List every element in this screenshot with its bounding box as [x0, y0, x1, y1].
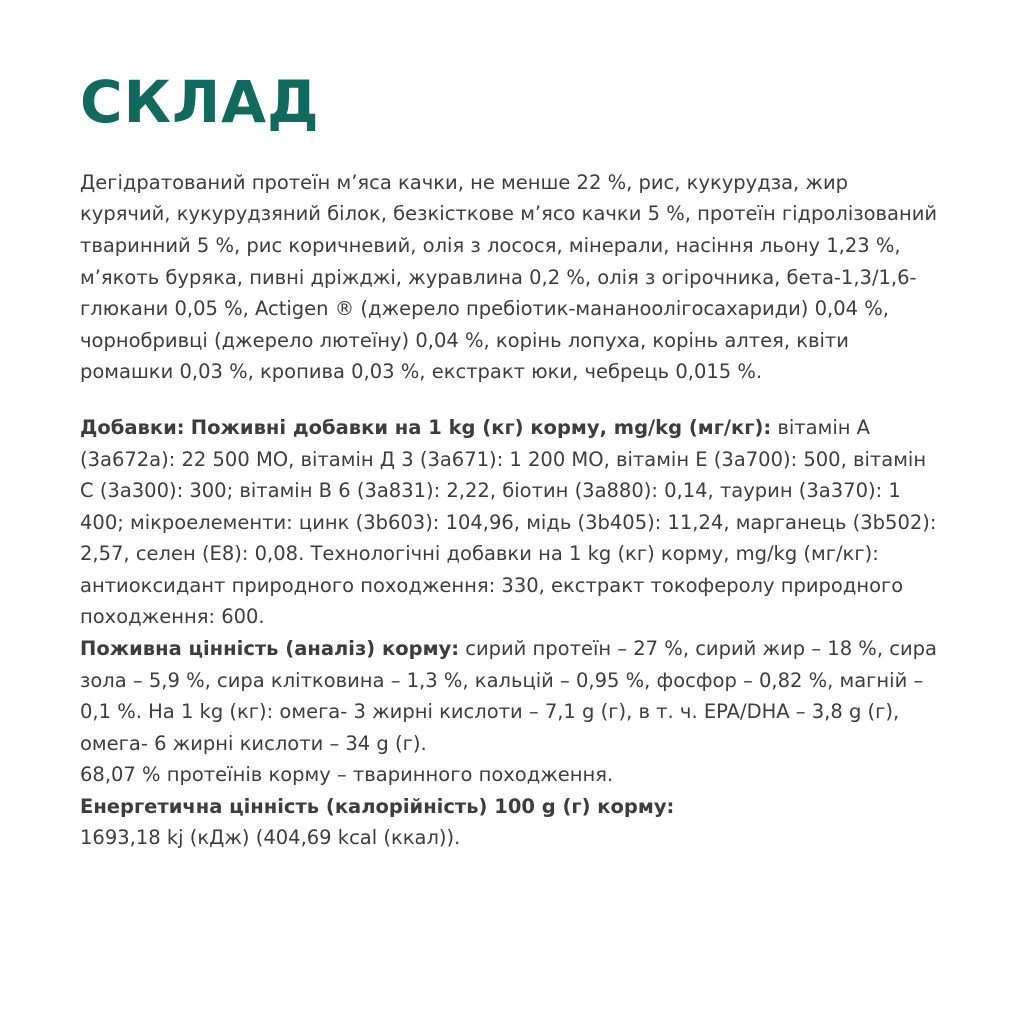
- composition-body: [80, 167, 944, 854]
- additives-text: вітамін А (3а672а): 22 500 МО, вітамін Д 3 (3а671): 1 200 МО, вітамін Е (3а700): 500, вітамін С (3а300): 300; вітамін В 6 (3а831): 2,22, біотин (3а880): 0,14, таурин (3а370): 1 400; мікроелементи: цинк (3b603): 104,96, мідь (3b405): 11,24, марганець (3b502): 2,57, селен (Е8): 0,08. Технологічні добавки на 1 kg (кг) корму, mg/kg (мг/кг): антиоксидант природного походження: 330, екстракт токоферолу природного походження: 600.: [80, 415, 937, 629]
- analysis-label: Поживна цінність (аналіз) корму:: [80, 636, 460, 660]
- analysis-text: сирий протеїн – 27 %, сирий жир – 18 %, сира зола – 5,9 %, сира клітковина – 1,3 %, кальцій – 0,95 %, фосфор – 0,82 %, магній – 0,1 %. На 1 kg (кг): омега- 3 жирні кислоти – 7,1 g (г), в т. ч. EPA/DHA – 3,8 g (г), омега- 6 жирні кислоти – 34 g (г).: [80, 636, 937, 755]
- additives-heading: Поживні добавки на 1 kg (кг) корму, mg/kg (мг/кг):: [190, 415, 772, 439]
- analysis-paragraph: [80, 633, 944, 759]
- energy-label: [80, 791, 944, 823]
- ingredients-paragraph: Дегідратований протеїн м’яса качки, не менше 22 %, рис, кукурудза, жир курячий, кукурудзяний білок, безкісткове м’ясо качки 5 %, протеїн гідролізований тваринний 5 %, рис коричневий, олія з лосося, мінерали, насіння льону 1,23 %, м’якоть буряка, пивні дріжджі, журавлина 0,2 %, олія з огірочника, бета-1,3/1,6-глюкани 0,05 %, Actigen ® (джерело пребіотик-мананоолігосахариди) 0,04 %, чорнобривці (джерело лютеїну) 0,04 %, корінь лопуха, корінь алтея, квіти ромашки 0,03 %, кропива 0,03 %, екстракт юки, чебрець 0,015 %.: [80, 170, 938, 384]
- energy-value: 1693,18 kj (кДж) (404,69 kcal (ккал)).: [80, 826, 461, 850]
- protein-note: 68,07 % протеїнів корму – тваринного походження.: [80, 763, 614, 787]
- additives-label: Добавки:: [80, 415, 185, 439]
- page-title: СКЛАД: [80, 68, 320, 136]
- additives-paragraph: [80, 412, 944, 633]
- energy-label-text: Енергетична цінність (калорійність) 100 g (г) корму:: [80, 794, 675, 818]
